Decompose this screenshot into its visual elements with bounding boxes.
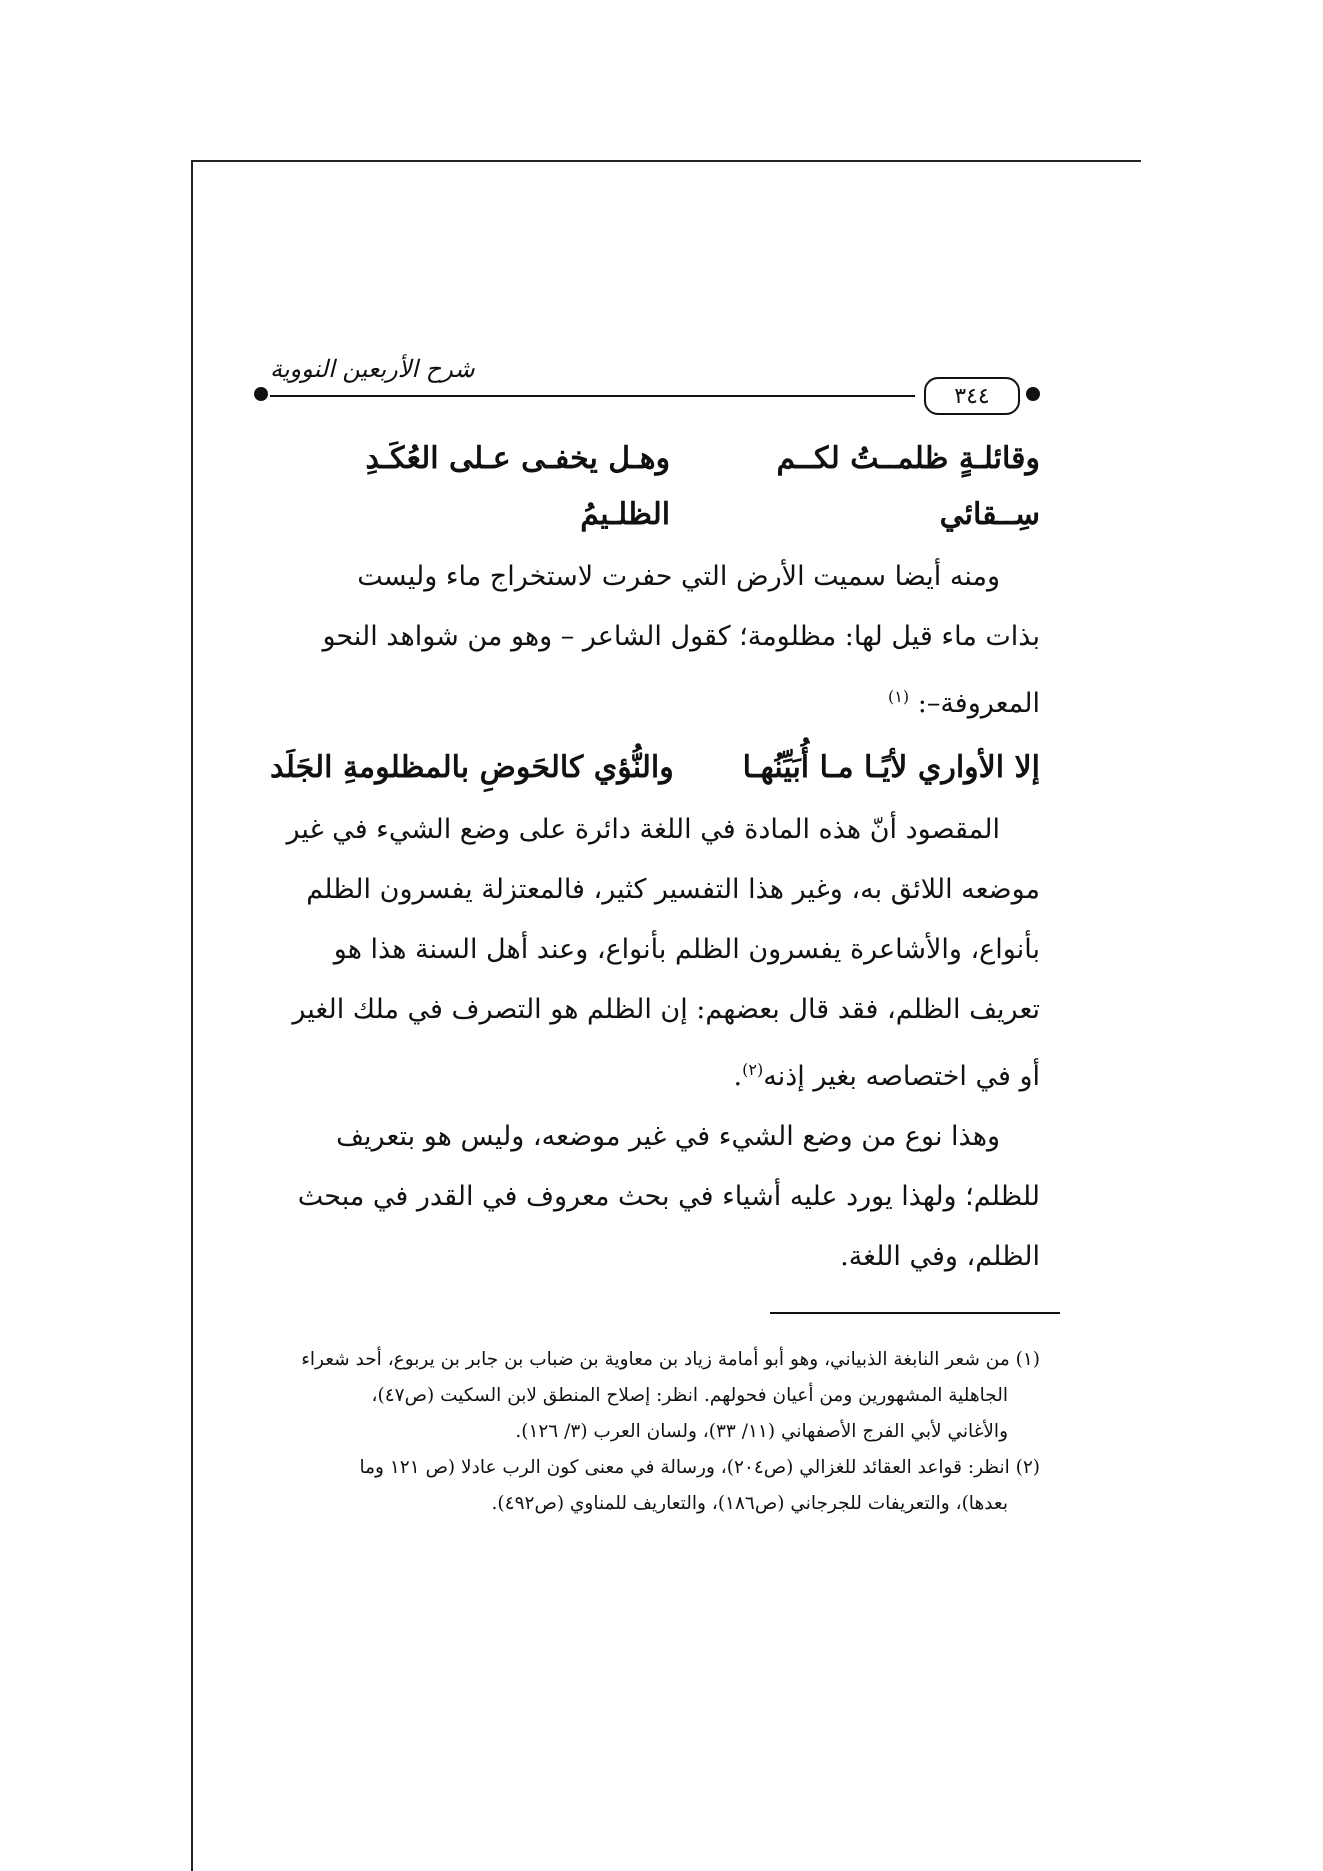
paragraph-2-line-2: موضعه اللائق به، وغير هذا التفسير كثير، فالمعتزلة يفسرون الظلم <box>306 874 1040 905</box>
footnote-1-line-1: (١) من شعر النابغة الذبياني، وهو أبو أمامة زياد بن معاوية بن ضباب بن جابر بن يربوع، أحد شعراء <box>301 1349 1040 1370</box>
paragraph-3 <box>270 1107 1040 1287</box>
paragraph-3-line-3: الظلم، وفي اللغة. <box>840 1241 1040 1272</box>
paragraph-3-line-1: وهذا نوع من وضع الشيء في غير موضعه، وليس هو بتعريف <box>336 1121 1000 1152</box>
verse-1-first-hemistich: وقائلـةٍ ظلمــتُ لكــم سِــقائي <box>776 441 1040 532</box>
footnote-separator <box>770 1312 1060 1314</box>
footnote-1-line-2: الجاهلية المشهورين ومن أعيان فحولهم. انظر: إصلاح المنطق لابن السكيت (ص٤٧)، <box>371 1385 1008 1406</box>
running-title: شرح الأربعين النووية <box>270 355 475 383</box>
paragraph-1-line-2: بذات ماء قيل لها: مظلومة؛ كقول الشاعر – وهو من شواهد النحو <box>322 621 1040 652</box>
footnote-2-line-1: (٢) انظر: قواعد العقائد للغزالي (ص٢٠٤)، ورسالة في معنى كون الرب عادلا (ص ١٢١ وما <box>359 1457 1040 1478</box>
header-bullet-left <box>254 387 268 401</box>
paragraph-1-line-3-text: المعروفة–: <box>917 688 1040 719</box>
paragraph-1 <box>270 547 1040 734</box>
verse-1-second-hemistich: وهـل يخفـى عـلى العُكَـدِ الظلـيمُ <box>365 441 671 532</box>
footnote-ref-2[interactable]: (٢) <box>742 1060 764 1079</box>
header-rule <box>270 395 915 397</box>
page-header <box>270 355 1040 425</box>
paragraph-2-end-mark: . <box>733 1061 743 1092</box>
footnote-ref-1[interactable]: (١) <box>888 687 910 706</box>
footnote-1 <box>268 1342 1040 1450</box>
paragraph-2-line-5 <box>270 1040 1040 1107</box>
paragraph-2 <box>270 800 1040 1107</box>
verse-2-first-hemistich: إلا الأواري لأيًـا مـا أُبَيِّنُهـا <box>742 750 1040 785</box>
verse-1 <box>270 431 1040 543</box>
verse-2-second-hemistich: والنُّؤي كالحَوضِ بالمظلومةِ الجَلَد <box>270 750 674 785</box>
page-body <box>270 355 1040 1287</box>
verse-2 <box>270 740 1040 796</box>
paragraph-2-line-3: بأنواع، والأشاعرة يفسرون الظلم بأنواع، وعند أهل السنة هذا هو <box>333 934 1040 965</box>
page-number: ٣٤٤ <box>924 377 1020 415</box>
footnote-2 <box>268 1450 1040 1522</box>
paragraph-2-line-4: تعريف الظلم، فقد قال بعضهم: إن الظلم هو التصرف في ملك الغير <box>292 994 1040 1025</box>
paragraph-1-line-3 <box>270 667 1040 734</box>
paragraph-1-line-1: ومنه أيضا سميت الأرض التي حفرت لاستخراج ماء وليست <box>357 561 1000 592</box>
footnote-1-line-3: والأغاني لأبي الفرج الأصفهاني (١١/ ٣٣)، ولسان العرب (٣/ ١٢٦). <box>515 1421 1008 1442</box>
paragraph-2-line-1: المقصود أنّ هذه المادة في اللغة دائرة على وضع الشيء في غير <box>286 814 1000 845</box>
footnote-2-line-2: بعدها)، والتعريفات للجرجاني (ص١٨٦)، والتعاريف للمناوي (ص٤٩٢). <box>491 1493 1008 1514</box>
paragraph-2-line-5-text: أو في اختصاصه بغير إذنه <box>763 1061 1040 1092</box>
header-bullet-right <box>1026 387 1040 401</box>
footnotes <box>268 1342 1040 1522</box>
crop-line-top <box>191 160 1141 162</box>
paragraph-3-line-2: للظلم؛ ولهذا يورد عليه أشياء في بحث معروف في القدر في مبحث <box>297 1181 1040 1212</box>
crop-line-left <box>191 160 193 1871</box>
